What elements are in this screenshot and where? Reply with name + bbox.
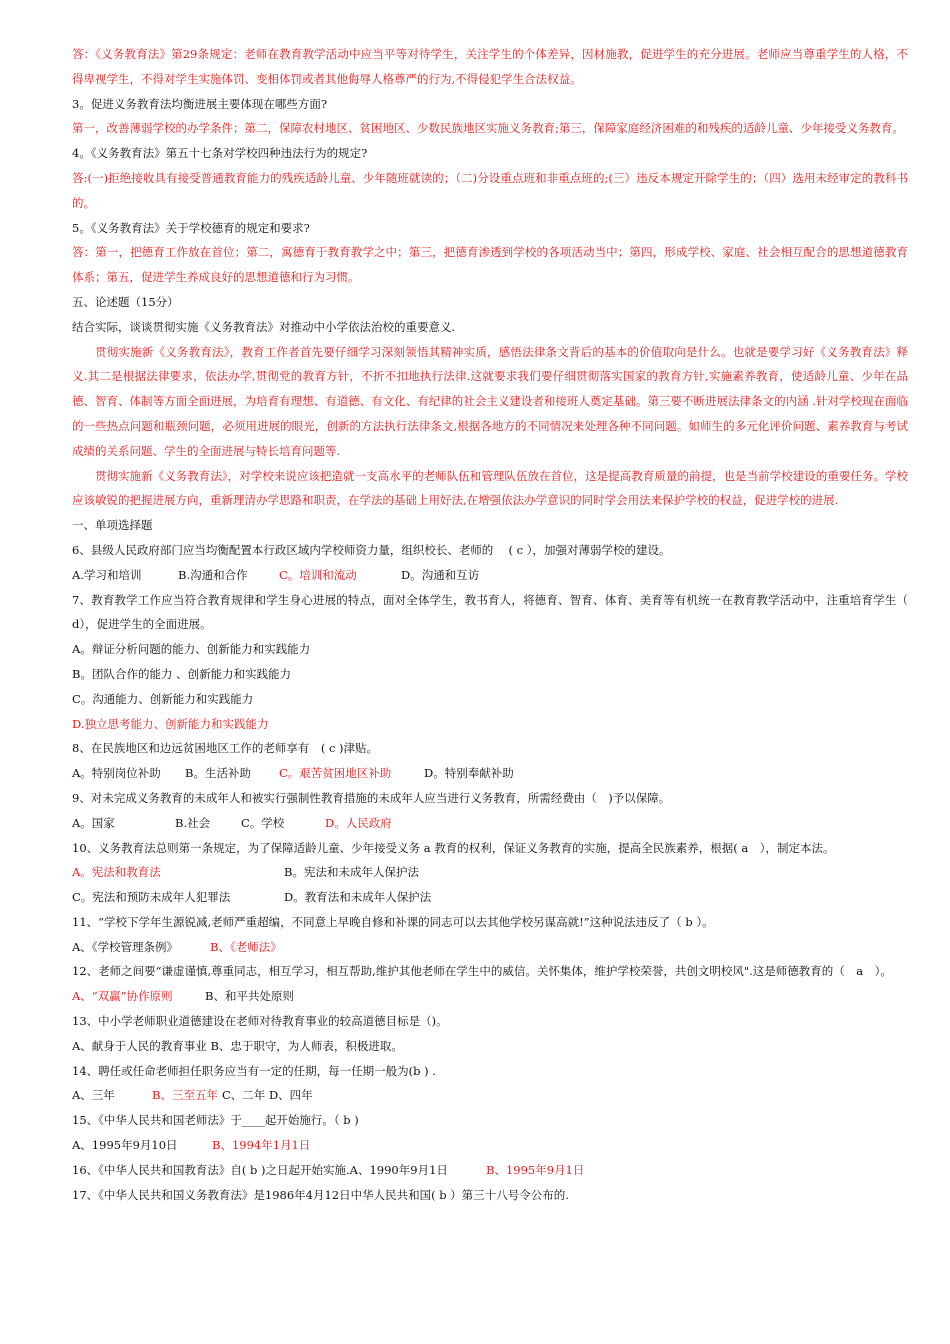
- option-a: A、《学校管理条例》: [72, 939, 179, 954]
- option-a: A。特别岗位补助: [72, 766, 161, 781]
- question-5: 5。《义务教育法》关于学校德育的规定和要求?: [72, 220, 310, 235]
- option-c: C。沟通能力、创新能力和实践能力: [72, 691, 254, 706]
- question-4: 4。《义务教育法》第五十七条对学校四种违法行为的规定?: [72, 146, 368, 161]
- option-a: A。国家: [72, 815, 115, 830]
- question-16-text: 16、《中华人民共和国教育法》自( b )之日起开始实施.A、1990年9月1日: [72, 1162, 448, 1177]
- option-b: B.沟通和合作: [178, 567, 248, 582]
- question-11-options: [72, 935, 908, 960]
- question-8-options: [72, 761, 908, 786]
- question-14: 14、聘任或任命老师担任职务应当有一定的任期，每一任期一般为(b ) .: [72, 1063, 436, 1078]
- option-a: A。辩证分析问题的能力、创新能力和实践能力: [72, 642, 311, 657]
- question-10-options-1: [72, 860, 908, 885]
- question-10-options-2: [72, 885, 908, 910]
- question-14-options: [72, 1083, 908, 1108]
- option-c: C。学校: [241, 815, 285, 830]
- option-b-answer: B、1994年1月1日: [212, 1138, 311, 1153]
- option-c: C。宪法和预防未成年人犯罪法: [72, 890, 231, 905]
- question-13: 13、中小学老师职业道德建设在老师对待教育事业的较高道德目标是（)。: [72, 1014, 448, 1029]
- option-b: B。团队合作的能力 、创新能力和实践能力: [72, 666, 292, 681]
- question-16: [72, 1158, 908, 1183]
- answer-3: 第一，改善薄弱学校的办学条件；第二，保障农村地区、贫困地区、少数民族地区实施义务教育;第三，保障家庭经济困难的和残疾的适龄儿童、少年接受义务教育。: [72, 121, 904, 136]
- choice-heading: 一、单项选择题: [72, 518, 153, 533]
- option-b-answer: B、三至五年: [152, 1088, 218, 1103]
- option-c-answer: C。艰苦贫困地区补助: [279, 766, 392, 781]
- document-page: [72, 42, 908, 1207]
- question-11: 11、“学校下学年生源锐减,老师严重超编，不同意上早晚自修和补课的同志可以去其他学校另谋高就!”这种说法违反了（ b ）。: [72, 914, 714, 929]
- option-b: B。生活补助: [185, 766, 251, 781]
- answer-4: 答:(一)拒绝接收具有接受普通教育能力的残疾适龄儿童、少年随班就读的；（二)分设重点班和非重点班的;(三）违反本规定开除学生的；（四）选用未经审定的教科书的。: [72, 170, 908, 210]
- answer-5: 答：第一，把德育工作放在首位；第二，寓德育于教育教学之中；第三，把德育渗透到学校的各项活动当中；第四，形成学校、家庭、社会相互配合的思想道德教育体系；第五，促进学生养成良好的思想道德和行为习惯。: [72, 245, 908, 285]
- essay-heading: 五、论述题（15分）: [72, 294, 179, 309]
- question-12-options: [72, 984, 908, 1009]
- option-d: D。教育法和未成年人保护法: [284, 890, 432, 905]
- essay-question: 结合实际，谈谈贯彻实施《义务教育法》对推动中小学依法治校的重要意义.: [72, 319, 456, 334]
- question-12: 12、老师之间要“谦虚谨慎,尊重同志，相互学习，相互帮助,维护其他老师在学生中的威信。关怀集体，维护学校荣誉，共创文明校风".这是师德教育的（ a ）。: [72, 964, 892, 979]
- option-d-answer: D.独立思考能力、创新能力和实践能力: [72, 716, 269, 731]
- essay-paragraph-1: 贯彻实施新《义务教育法》，教育工作者首先要仔细学习深刻领悟其精神实质，感悟法律条文背后的基本的价值取向是什么。也就是要学习好《义务教育法》释义.其二是根据法律要求，依法办学,贯彻党的教育方针，不折不扣地执行法律.这就要求我们要仔细贯彻落实国家的教育方针,实施素养教育，使适龄儿童、少年在品德、智育、体制等方面全面进展，为培育有理想、有道德、有文化、有纪律的社会主义建设者和接班人奠定基础。第三要不断进展法律条文的内涵 .针对学校现在面临的一些热点问题和瓶颈问题，必须用进展的眼光，创新的方法执行法律条文,根据各地方的不同情况来处理各种不同问题。如师生的多元化评价问题、素养教育与考试成绩的关系问题、学生的全面进展与特长培育问题等.: [72, 344, 908, 458]
- question-9: 9、对未完成义务教育的未成年人和被实行强制性教育措施的未成年人应当进行义务教育，所需经费由（ )予以保障。: [72, 790, 671, 805]
- question-6-options: [72, 563, 908, 588]
- option-d: D。沟通和互访: [401, 567, 480, 582]
- option-b: B。宪法和未成年人保护法: [284, 865, 419, 880]
- option-d-answer: D。人民政府: [325, 815, 392, 830]
- question-6: 6、县级人民政府部门应当均衡配置本行政区域内学校师资力量，组织校长、老师的 ( c ），加强对薄弱学校的建设。: [72, 542, 671, 557]
- answer-2: 答：《义务教育法》第29条规定：老师在教育教学活动中应当平等对待学生，关注学生的个体差异，因材施教，促进学生的充分进展。老师应当尊重学生的人格，不得卑视学生，不得对学生实施体罚、变相体罚或者其他侮辱人格尊严的行为,不得侵犯学生合法权益。: [72, 47, 908, 86]
- option-c-d: C、二年 D、四年: [222, 1088, 313, 1103]
- option-a-answer: A。宪法和教育法: [72, 865, 161, 880]
- essay-paragraph-2: 贯彻实施新《义务教育法》，对学校来说应该把造就一支高水平的老师队伍和管理队伍放在首位，这是提高教育质量的前提，也是当前学校建设的重要任务。学校应该敏锐的把握进展方向，重新理清办学思路和职责，在学法的基础上用好法,在增强依法办学意识的同时学会用法来保护学校的权益，促进学校的进展.: [72, 468, 908, 508]
- option-a: A、三年: [72, 1088, 115, 1103]
- question-8: 8、在民族地区和边远贫困地区工作的老师享有 ( c )津贴。: [72, 741, 379, 756]
- question-10: 10、义务教育法总则第一条规定，为了保障适龄儿童、少年接受义务 a 教育的权利，保证义务教育的实施，提高全民族素养，根据( a ），制定本法。: [72, 840, 835, 855]
- option-b: B.社会: [175, 815, 211, 830]
- question-13-options: A、献身于人民的教育事业 B、忠于职守，为人师表，积极进取。: [72, 1038, 403, 1053]
- question-15: 15、《中华人民共和国老师法》于____起开始施行。（ b ): [72, 1113, 359, 1128]
- question-7: 7、教育教学工作应当符合教育规律和学生身心进展的特点，面对全体学生，教书育人，将德育、智育、体育、美育等有机统一在教育教学活动中，注重培育学生（ d），促进学生的全面进展。: [72, 592, 908, 632]
- option-d: D。特别奉献补助: [424, 766, 514, 781]
- option-b: B、和平共处原则: [205, 989, 294, 1004]
- question-15-options: [72, 1133, 908, 1158]
- option-a: A.学习和培训: [72, 567, 142, 582]
- option-a-answer: A、“双赢”协作原则: [72, 989, 173, 1004]
- option-a: A、1995年9月10日: [72, 1138, 178, 1153]
- question-17: 17、《中华人民共和国义务教育法》是1986年4月12日中华人民共和国( b ）第三十八号令公布的.: [72, 1187, 569, 1202]
- option-b-answer: B、1995年9月1日: [486, 1162, 585, 1177]
- option-c-answer: C。培训和流动: [279, 567, 357, 582]
- question-3: 3。促进义务教育法均衡进展主要体现在哪些方面?: [72, 96, 327, 111]
- question-9-options: [72, 811, 908, 836]
- option-b-answer: B、《老师法》: [210, 939, 282, 954]
